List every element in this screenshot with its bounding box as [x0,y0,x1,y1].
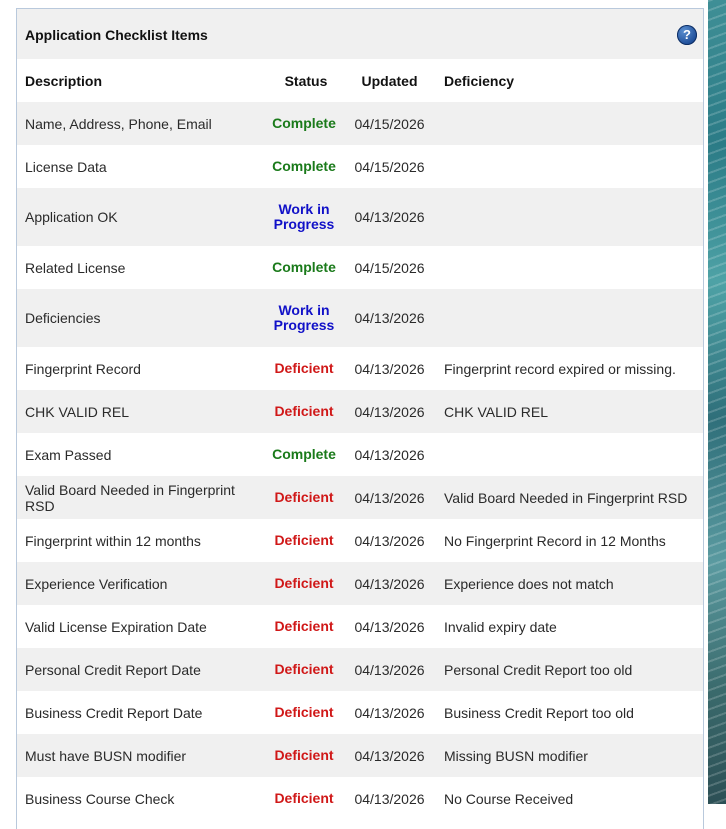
cell-status: Deficient [274,489,334,505]
table-row [17,145,703,188]
help-icon[interactable]: ? [677,25,697,45]
table-header-row [17,59,703,102]
cell-description: Name, Address, Phone, Email [25,115,212,132]
cell-description: Valid Board Needed in Fingerprint RSD [25,481,235,514]
column-header-updated: Updated [342,59,437,102]
cell-updated: 04/13/2026 [354,661,425,678]
cell-deficiency: Fingerprint record expired or missing. [444,360,676,377]
cell-deficiency: Business Credit Report too old [444,704,634,721]
cell-deficiency [437,246,703,289]
cell-deficiency: Personal Credit Report too old [444,661,633,678]
table-row [17,246,703,289]
table-row [17,519,703,562]
cell-deficiency [437,102,703,145]
table-row [17,691,703,734]
cell-updated: 04/13/2026 [354,310,425,326]
cell-status: Deficient [274,575,334,591]
cell-updated: 04/13/2026 [354,747,425,764]
cell-deficiency: Experience does not match [444,575,614,592]
cell-description: Deficiencies [25,310,101,326]
cell-deficiency: No Fingerprint Record in 12 Months [444,532,666,549]
cell-description: Fingerprint Record [25,360,141,377]
background-image [708,0,726,804]
table-row [17,289,703,347]
cell-updated: 04/13/2026 [354,704,425,721]
cell-updated: 04/13/2026 [354,403,425,420]
table-row [17,188,703,246]
cell-description: Personal Credit Report Date [25,661,201,678]
table-row [17,777,703,820]
cell-deficiency [437,289,703,347]
cell-description: Experience Verification [25,575,168,592]
cell-description: Exam Passed [25,446,112,463]
cell-deficiency: Invalid expiry date [444,618,557,635]
cell-status: Deficient [274,747,334,763]
table-row [17,605,703,648]
checklist-panel [16,8,704,829]
cell-updated: 04/13/2026 [354,618,425,635]
column-header-deficiency: Deficiency [437,59,703,102]
cell-deficiency [437,145,703,188]
cell-updated: 04/15/2026 [354,115,425,132]
cell-description: Business Course Check [25,790,175,807]
cell-status: Complete [272,446,336,462]
cell-description: Related License [25,259,126,276]
cell-status: Deficient [274,360,334,376]
checklist-table [17,59,703,820]
cell-deficiency: Valid Board Needed in Fingerprint RSD [444,489,688,506]
panel-header [17,9,703,59]
cell-updated: 04/13/2026 [354,360,425,377]
cell-status: Work in Progress [273,201,335,232]
cell-updated: 04/13/2026 [354,209,425,225]
cell-deficiency: CHK VALID REL [444,403,548,420]
cell-updated: 04/13/2026 [354,532,425,549]
cell-status: Deficient [274,403,334,419]
panel-title: Application Checklist Items [25,27,208,43]
cell-deficiency [437,188,703,246]
cell-description: Business Credit Report Date [25,704,203,721]
table-row [17,476,703,519]
cell-description: Application OK [25,209,118,225]
table-row [17,433,703,476]
cell-updated: 04/13/2026 [354,790,425,807]
cell-deficiency [437,433,703,476]
cell-updated: 04/13/2026 [354,446,425,463]
cell-status: Deficient [274,704,334,720]
table-body [17,102,703,820]
table-row [17,347,703,390]
cell-updated: 04/13/2026 [354,489,425,506]
cell-description: Valid License Expiration Date [25,618,207,635]
cell-status: Complete [272,115,336,131]
cell-deficiency: No Course Received [444,790,574,807]
cell-description: Fingerprint within 12 months [25,532,201,549]
cell-status: Deficient [274,532,334,548]
table-row [17,648,703,691]
cell-status: Complete [272,158,336,174]
cell-status: Work in Progress [273,302,335,333]
table-row [17,102,703,145]
cell-deficiency: Missing BUSN modifier [444,747,588,764]
table-row [17,734,703,777]
cell-description: CHK VALID REL [25,403,129,420]
cell-description: License Data [25,158,107,175]
cell-status: Deficient [274,790,334,806]
column-header-description: Description [17,59,266,102]
cell-status: Complete [272,259,336,275]
cell-status: Deficient [274,661,334,677]
cell-status: Deficient [274,618,334,634]
table-row [17,562,703,605]
table-row [17,390,703,433]
cell-description: Must have BUSN modifier [25,747,187,764]
column-header-status: Status [266,59,342,102]
cell-updated: 04/13/2026 [354,575,425,592]
cell-updated: 04/15/2026 [354,259,425,276]
cell-updated: 04/15/2026 [354,158,425,175]
